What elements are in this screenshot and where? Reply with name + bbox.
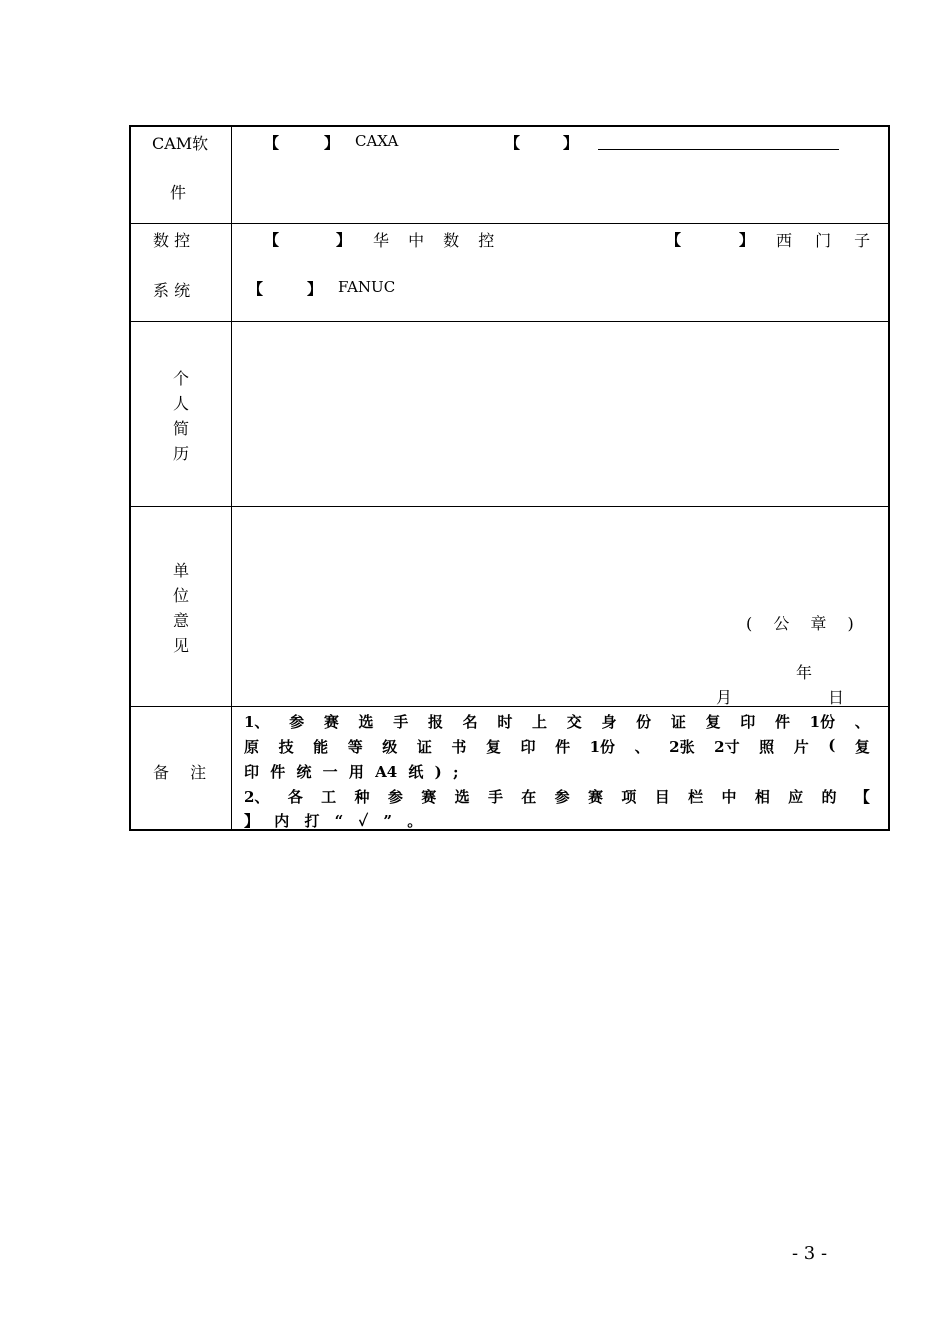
note-token: 2寸 bbox=[714, 738, 740, 756]
note-token: 【 bbox=[854, 788, 870, 806]
note-token: 原 bbox=[244, 738, 260, 756]
note-token: 1、 bbox=[244, 713, 270, 731]
note-token: 选 bbox=[454, 788, 470, 806]
note-token: 应 bbox=[788, 788, 804, 806]
cnc-system-label-line1: 数 控 bbox=[153, 231, 191, 250]
note-token: 级 bbox=[382, 738, 398, 756]
note-token: 在 bbox=[521, 788, 537, 806]
unit-opinion-label-char: 单 bbox=[172, 561, 189, 580]
note-token: 等 bbox=[347, 738, 363, 756]
note-token: 栏 bbox=[688, 788, 704, 806]
note-token: 件 bbox=[774, 713, 790, 731]
cam-software-label-line1: CAM软 bbox=[152, 134, 209, 153]
note-token: 1份 bbox=[589, 738, 616, 756]
note-token: 份 bbox=[636, 713, 652, 731]
note-token: 书 bbox=[451, 738, 467, 756]
resume-input-area[interactable] bbox=[232, 322, 888, 506]
note-token: 印 件 统 一 用 A4 纸 ) ; bbox=[244, 763, 459, 781]
note-line-2 bbox=[244, 736, 870, 757]
unit-opinion-label bbox=[131, 558, 231, 658]
page-number: - 3 - bbox=[792, 1243, 828, 1264]
notes-row bbox=[131, 707, 888, 831]
caxa-option-label: CAXA bbox=[355, 132, 399, 150]
resume-label bbox=[131, 366, 231, 466]
other-cam-checkbox-open[interactable]: 【 bbox=[505, 134, 521, 152]
unit-opinion-label-cell bbox=[131, 507, 232, 706]
note-token: 1份 bbox=[809, 713, 836, 731]
unit-opinion-row bbox=[131, 507, 888, 707]
resume-row bbox=[131, 322, 888, 507]
note-token: 种 bbox=[354, 788, 370, 806]
cnc-system-label-line2: 系 统 bbox=[153, 281, 191, 300]
resume-label-cell bbox=[131, 322, 232, 506]
note-token: 参 bbox=[554, 788, 570, 806]
huazhong-option-label: 华 中 数 控 bbox=[373, 231, 502, 250]
notes-label: 备 注 bbox=[153, 763, 215, 782]
fanuc-option-label: FANUC bbox=[338, 278, 396, 296]
cnc-system-options bbox=[232, 224, 888, 321]
resume-label-char: 个 bbox=[172, 369, 189, 388]
note-token: ( bbox=[828, 736, 836, 754]
note-token: 2张 bbox=[669, 738, 695, 756]
note-token: 手 bbox=[487, 788, 503, 806]
caxa-checkbox-open[interactable]: 【 bbox=[264, 134, 280, 152]
note-token: 、 bbox=[634, 738, 650, 756]
official-seal-text: ( 公 章 ) bbox=[746, 614, 862, 633]
other-cam-checkbox-close[interactable]: 】 bbox=[563, 134, 579, 152]
note-line-5 bbox=[244, 810, 870, 831]
unit-opinion-input-area[interactable] bbox=[232, 507, 888, 706]
note-token: 手 bbox=[393, 713, 409, 731]
year-label: 年 bbox=[796, 663, 813, 682]
note-token: 证 bbox=[416, 738, 432, 756]
note-token: 目 bbox=[654, 788, 670, 806]
unit-opinion-label-char: 见 bbox=[172, 636, 189, 655]
siemens-checkbox-open[interactable]: 【 bbox=[666, 231, 682, 249]
note-token: 能 bbox=[313, 738, 329, 756]
resume-label-char: 简 bbox=[172, 419, 189, 438]
month-label: 月 bbox=[716, 688, 733, 707]
note-token: 时 bbox=[497, 713, 513, 731]
note-token: 的 bbox=[821, 788, 837, 806]
note-token: 上 bbox=[532, 713, 548, 731]
resume-label-char: 历 bbox=[172, 444, 189, 463]
cam-software-label-cell bbox=[131, 127, 232, 223]
resume-label-char: 人 bbox=[172, 394, 189, 413]
note-token: 中 bbox=[721, 788, 737, 806]
note-token: 件 bbox=[555, 738, 571, 756]
note-token: 交 bbox=[566, 713, 582, 731]
note-token: 参 bbox=[387, 788, 403, 806]
siemens-option-label: 西 门 子 bbox=[776, 231, 880, 250]
cnc-system-row bbox=[131, 224, 888, 322]
note-token: 复 bbox=[485, 738, 501, 756]
note-token: 工 bbox=[321, 788, 337, 806]
note-token: 赛 bbox=[421, 788, 437, 806]
unit-opinion-label-char: 意 bbox=[172, 611, 189, 630]
note-token: 参 bbox=[289, 713, 305, 731]
cnc-system-label-cell bbox=[131, 224, 232, 321]
siemens-checkbox-close[interactable]: 】 bbox=[739, 231, 755, 249]
note-token: 照 bbox=[759, 738, 775, 756]
note-token: 赛 bbox=[588, 788, 604, 806]
cam-software-row bbox=[131, 127, 888, 224]
fanuc-checkbox-close[interactable]: 】 bbox=[307, 280, 323, 298]
caxa-checkbox-close[interactable]: 】 bbox=[324, 134, 340, 152]
note-token: 身 bbox=[601, 713, 617, 731]
note-token: 各 bbox=[287, 788, 303, 806]
other-cam-fill-line[interactable] bbox=[598, 149, 839, 150]
note-token: 片 bbox=[793, 738, 809, 756]
unit-opinion-label-char: 位 bbox=[172, 586, 189, 605]
day-label: 日 bbox=[828, 688, 845, 707]
huazhong-checkbox-close[interactable]: 】 bbox=[336, 231, 352, 249]
note-token: 证 bbox=[670, 713, 686, 731]
note-token: 、 bbox=[854, 713, 870, 731]
fanuc-checkbox-open[interactable]: 【 bbox=[248, 280, 264, 298]
note-token: 赛 bbox=[323, 713, 339, 731]
note-line-3 bbox=[244, 761, 870, 782]
huazhong-checkbox-open[interactable]: 【 bbox=[264, 231, 280, 249]
note-token: 选 bbox=[358, 713, 374, 731]
notes-label-cell bbox=[131, 707, 232, 831]
cam-software-label-line2: 件 bbox=[170, 183, 187, 202]
cam-software-options bbox=[232, 127, 888, 223]
note-token: 印 bbox=[740, 713, 756, 731]
note-token: 技 bbox=[278, 738, 294, 756]
note-line-1 bbox=[244, 711, 870, 732]
note-token: 复 bbox=[705, 713, 721, 731]
registration-form-table bbox=[129, 125, 890, 831]
note-token: 名 bbox=[462, 713, 478, 731]
notes-content bbox=[232, 707, 888, 831]
note-token: 2、 bbox=[244, 788, 270, 806]
note-token: 相 bbox=[754, 788, 770, 806]
note-token: 项 bbox=[621, 788, 637, 806]
note-token: 报 bbox=[427, 713, 443, 731]
note-line-4 bbox=[244, 786, 870, 807]
note-token: 】 内 打 “ ✓ ” 。 bbox=[244, 812, 423, 830]
note-token: 复 bbox=[854, 738, 870, 756]
note-token: 印 bbox=[520, 738, 536, 756]
